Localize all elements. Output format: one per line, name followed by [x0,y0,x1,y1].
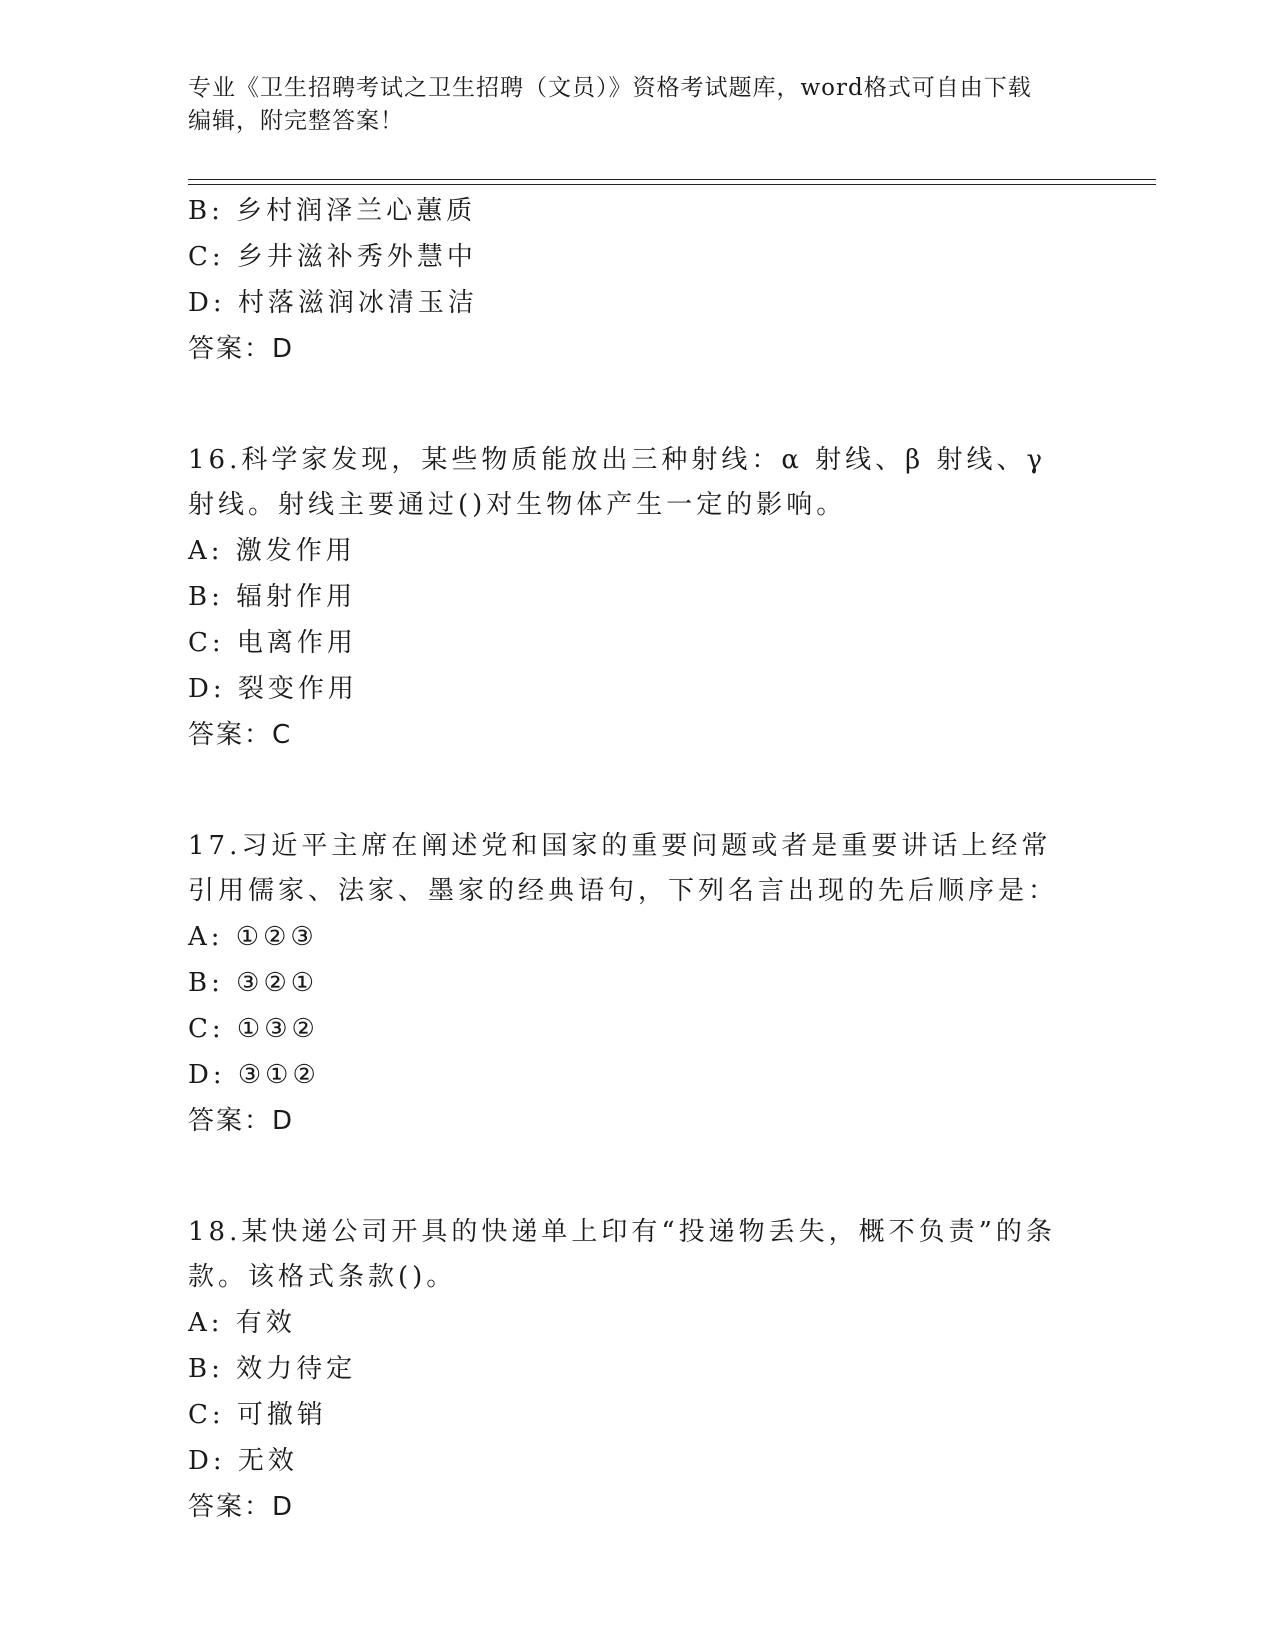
question-stem: 16.科学家发现，某些物质能放出三种射线：α 射线、β 射线、γ 射线。射线主要通过()对生物体产生一定的影响。 [188,445,1047,520]
option-c: C: ①③② [188,1014,319,1044]
option-a: A: ①②③ [188,922,318,952]
question-stem: 18.某快递公司开具的快递单上印有“投递物丢失，概不负责”的条款。该格式条款()。 [188,1217,1056,1292]
document-header [188,72,1068,138]
answer-line: 答案：D [188,334,295,364]
option-a: A: 有效 [188,1308,296,1338]
header-line-1: 专业《卫生招聘考试之卫生招聘（文员）》资格考试题库，word格式可自由下载 [188,75,1032,101]
option-d: D: 裂变作用 [188,674,358,704]
answer-line: 答案：C [188,720,293,750]
header-rule-top [188,179,1156,180]
answer-line: 答案：D [188,1492,295,1522]
header-rule-bottom [188,184,1156,185]
answer-line: 答案：D [188,1106,295,1136]
question-18 [188,1210,1088,1530]
option-c: C: 乡井滋补秀外慧中 [188,242,477,272]
option-d: D: 村落滋润冰清玉洁 [188,288,478,318]
option-c: C: 可撤销 [188,1400,327,1430]
option-b: B: 辐射作用 [188,582,357,612]
option-b: B: 乡村润泽兰心蕙质 [188,196,477,226]
spacer [188,372,1088,438]
option-b: B: ③②① [188,968,319,998]
question-16 [188,438,1088,758]
question-list [188,188,1088,1530]
spacer [188,1144,1088,1210]
spacer [188,758,1088,824]
option-d: D: ③①② [188,1060,320,1090]
option-b: B: 效力待定 [188,1354,357,1384]
option-c: C: 电离作用 [188,628,357,658]
question-stem: 17.习近平主席在阐述党和国家的重要问题或者是重要讲话上经常引用儒家、法家、墨家的经典语句，下列名言出现的先后顺序是： [188,831,1059,906]
header-line-2: 编辑，附完整答案！ [188,108,404,134]
option-a: A: 激发作用 [188,536,356,566]
option-d: D: 无效 [188,1446,298,1476]
question-17 [188,824,1088,1144]
question-15 [188,188,1088,372]
